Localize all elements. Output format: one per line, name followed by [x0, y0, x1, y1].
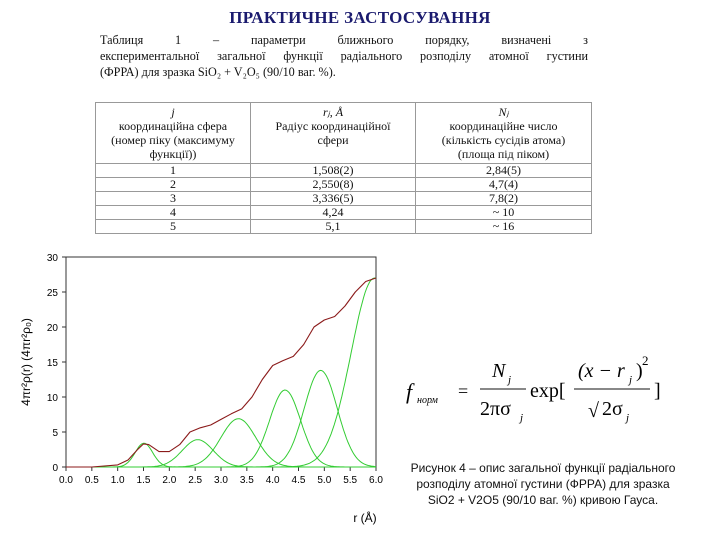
plot-frame	[66, 257, 376, 467]
gauss-formula	[400, 355, 680, 435]
table-row	[96, 206, 592, 220]
caption-line: (ФРРА) для зразка SiO₂ + V₂O₅ (90/10 ваг. %).	[100, 65, 336, 79]
table-cell: 5	[96, 220, 251, 234]
table-cell: ~ 16	[416, 220, 592, 234]
formula-exp: exp[	[530, 380, 566, 402]
table-cell: ~ 10	[416, 206, 592, 220]
formula-frac-den: 2σ	[602, 398, 623, 420]
x-tick-label: 0.5	[84, 475, 99, 486]
header-line: координаційна сфера	[118, 119, 228, 133]
header-symbol: rⱼ, Å	[322, 105, 344, 119]
table-cell: 4,7(4)	[416, 178, 592, 192]
x-tick-label: 2.5	[188, 475, 203, 486]
header-symbol: Nⱼ	[498, 105, 509, 119]
table-row	[96, 178, 592, 192]
y-tick-label: 20	[46, 323, 58, 334]
table-cell: 1	[96, 164, 251, 178]
x-tick-label: 1.0	[110, 475, 125, 486]
formula-frac-num-sub: j	[629, 374, 633, 386]
table-cell: 4	[96, 206, 251, 220]
y-tick-label: 10	[46, 393, 58, 404]
formula-equals: =	[458, 381, 469, 401]
y-tick-label: 15	[46, 358, 58, 369]
x-tick-label: 0.0	[59, 475, 73, 486]
table-row	[96, 220, 592, 234]
caption-line: експериментальної загальної функції радіального розподілу атомної густини	[100, 49, 588, 63]
figure-caption	[388, 460, 698, 508]
header-line: Радіус координаційної	[275, 119, 391, 133]
x-tick-label: 5.0	[317, 475, 332, 486]
rdf-chart	[0, 248, 390, 540]
x-tick-label: 5.5	[343, 475, 358, 486]
header-symbol: j	[171, 105, 175, 119]
parameters-table	[95, 102, 592, 234]
formula-N-sub: j	[508, 374, 512, 386]
x-tick-label: 4.0	[265, 475, 280, 486]
header-line: сфери	[317, 133, 349, 147]
x-tick-label: 1.5	[136, 475, 151, 486]
gauss-curves	[66, 278, 376, 467]
table-cell: 3,336(5)	[251, 192, 416, 206]
table-caption	[100, 32, 588, 80]
y-tick-label: 25	[46, 288, 58, 299]
table-cell: 3	[96, 192, 251, 206]
axis-ticks	[47, 253, 384, 486]
table-cell: 1,508(2)	[251, 164, 416, 178]
page-title: ПРАКТИЧНЕ ЗАСТОСУВАННЯ	[229, 8, 491, 27]
formula-frac-num-close: )	[636, 360, 643, 382]
table-row	[96, 192, 592, 206]
header-line: (номер піку (максимуму	[111, 133, 235, 147]
header-cell	[96, 103, 251, 164]
formula-frac-den-sub: j	[626, 412, 630, 424]
formula-f: f	[406, 379, 413, 404]
table-cell: 7,8(2)	[416, 192, 592, 206]
table-cell: 2	[96, 178, 251, 192]
gauss-peak	[66, 390, 376, 467]
y-tick-label: 5	[52, 428, 58, 439]
header-cell	[416, 103, 592, 164]
x-tick-label: 3.5	[239, 475, 254, 486]
formula-den-sub: j	[520, 412, 524, 424]
formula-sqrt: √	[588, 400, 599, 422]
gauss-peak	[66, 443, 376, 467]
table-cell: 2,84(5)	[416, 164, 592, 178]
formula-bracket-close: ]	[654, 380, 661, 402]
header-cell	[251, 103, 416, 164]
x-tick-label: 2.0	[162, 475, 177, 486]
formula-N: N	[492, 360, 506, 382]
table-cell: 4,24	[251, 206, 416, 220]
table-cell: 5,1	[251, 220, 416, 234]
header-line: (площа під піком)	[457, 147, 550, 161]
formula-den: 2πσ	[480, 398, 511, 420]
x-axis-label: r (Å)	[353, 511, 377, 525]
header-line: функції))	[149, 147, 197, 161]
table-cell: 2,550(8)	[251, 178, 416, 192]
figure-caption-line: Рисунок 4 – опис загальної функції радіального	[410, 461, 676, 475]
x-tick-label: 6.0	[369, 475, 383, 486]
y-tick-label: 30	[46, 253, 58, 264]
y-tick-label: 0	[52, 463, 58, 474]
table-header-row	[96, 103, 592, 164]
y-axis-label: 4πr²ρ(r) (4πr²ρ₀)	[19, 318, 33, 406]
figure-caption-line: розподілу атомної густини (ФРРА) для зразка	[416, 477, 670, 491]
x-tick-label: 3.0	[214, 475, 228, 486]
formula-frac-num: (x − r	[578, 360, 625, 382]
gauss-peak	[66, 419, 376, 467]
gauss-peak	[66, 370, 376, 467]
header-line: координаційне число	[449, 119, 558, 133]
caption-line: Таблиця 1 – параметри ближнього порядку, визначені з	[100, 33, 588, 47]
formula-power: 2	[642, 355, 649, 368]
figure-caption-line: SiO2 + V2O5 (90/10 ваг. %) кривою Гауса.	[427, 493, 659, 507]
x-tick-label: 4.5	[291, 475, 306, 486]
gauss-peak	[66, 440, 376, 467]
gauss-peak	[66, 278, 376, 467]
table-row	[96, 164, 592, 178]
formula-f-sub: норм	[417, 395, 438, 406]
header-line: (кількість сусідів атома)	[441, 133, 566, 147]
